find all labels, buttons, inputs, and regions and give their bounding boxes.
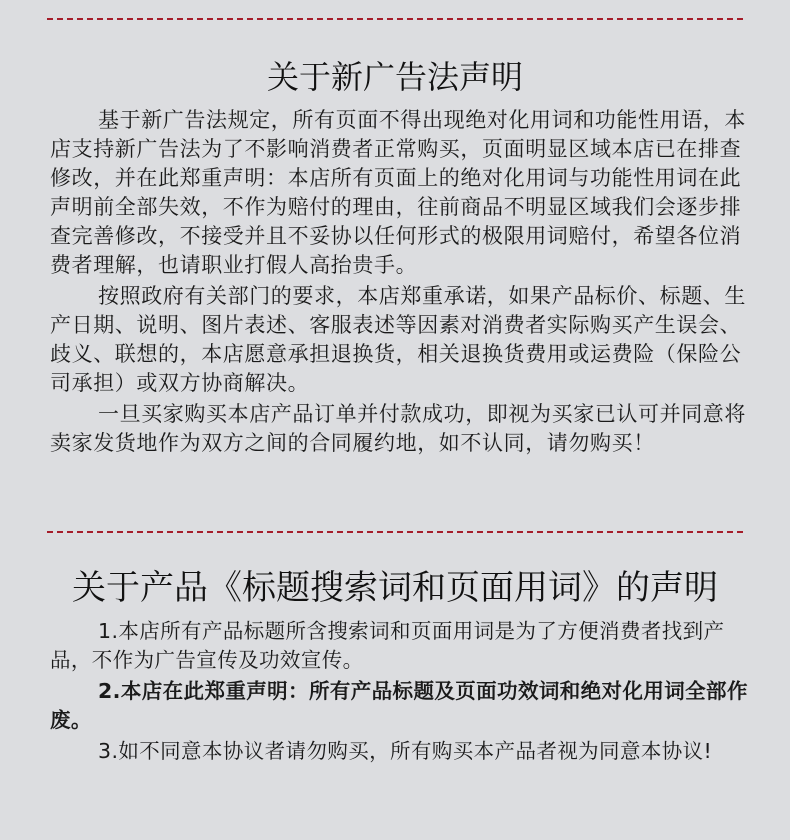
ad-law-statement-title: 关于新广告法声明 (266, 58, 523, 96)
ad-law-statement-body (50, 106, 750, 460)
ad-law-paragraph-2: 按照政府有关部门的要求，本店郑重承诺，如果产品标价、标题、生产日期、说明、图片表述、客服表述等因素对消费者实际购买产生误会、歧义、联想的，本店愿意承担退换货，相关退换货费用或运费险（保险公司承担）或双方协商解决。 (50, 284, 746, 395)
ad-law-paragraph-1: 基于新广告法规定，所有页面不得出现绝对化用词和功能性用语，本店支持新广告法为了不影响消费者正常购买，页面明显区域本店已在排查修改，并在此郑重声明：本店所有页面上的绝对化用词与功能性用词在此声明前全部失效，不作为赔付的理由，往前商品不明显区域我们会逐步排查完善修改，不接受并且不妥协以任何形式的极限用词赔付，希望各位消费者理解，也请职业打假人高抬贵手。 (50, 108, 746, 277)
middle-dashed-divider (47, 531, 743, 533)
ad-law-paragraph-3: 一旦买家购买本店产品订单并付款成功，即视为买家已认可并同意将卖家发货地作为双方之间的合同履约地，如不认同，请勿购买！ (50, 402, 746, 455)
search-terms-statement-body (50, 617, 750, 768)
search-terms-statement-title: 关于产品《标题搜索词和页面用词》的声明 (72, 568, 718, 608)
statement-item-2: 2.本店在此郑重声明：所有产品标题及页面功效词和绝对化用词全部作废。 (50, 679, 748, 732)
top-dashed-divider (47, 18, 743, 20)
statement-item-3: 3.如不同意本协议者请勿购买，所有购买本产品者视为同意本协议! (98, 739, 713, 763)
statement-item-1: 1.本店所有产品标题所含搜索词和页面用词是为了方便消费者找到产品，不作为广告宣传及功效宣传。 (50, 619, 725, 672)
